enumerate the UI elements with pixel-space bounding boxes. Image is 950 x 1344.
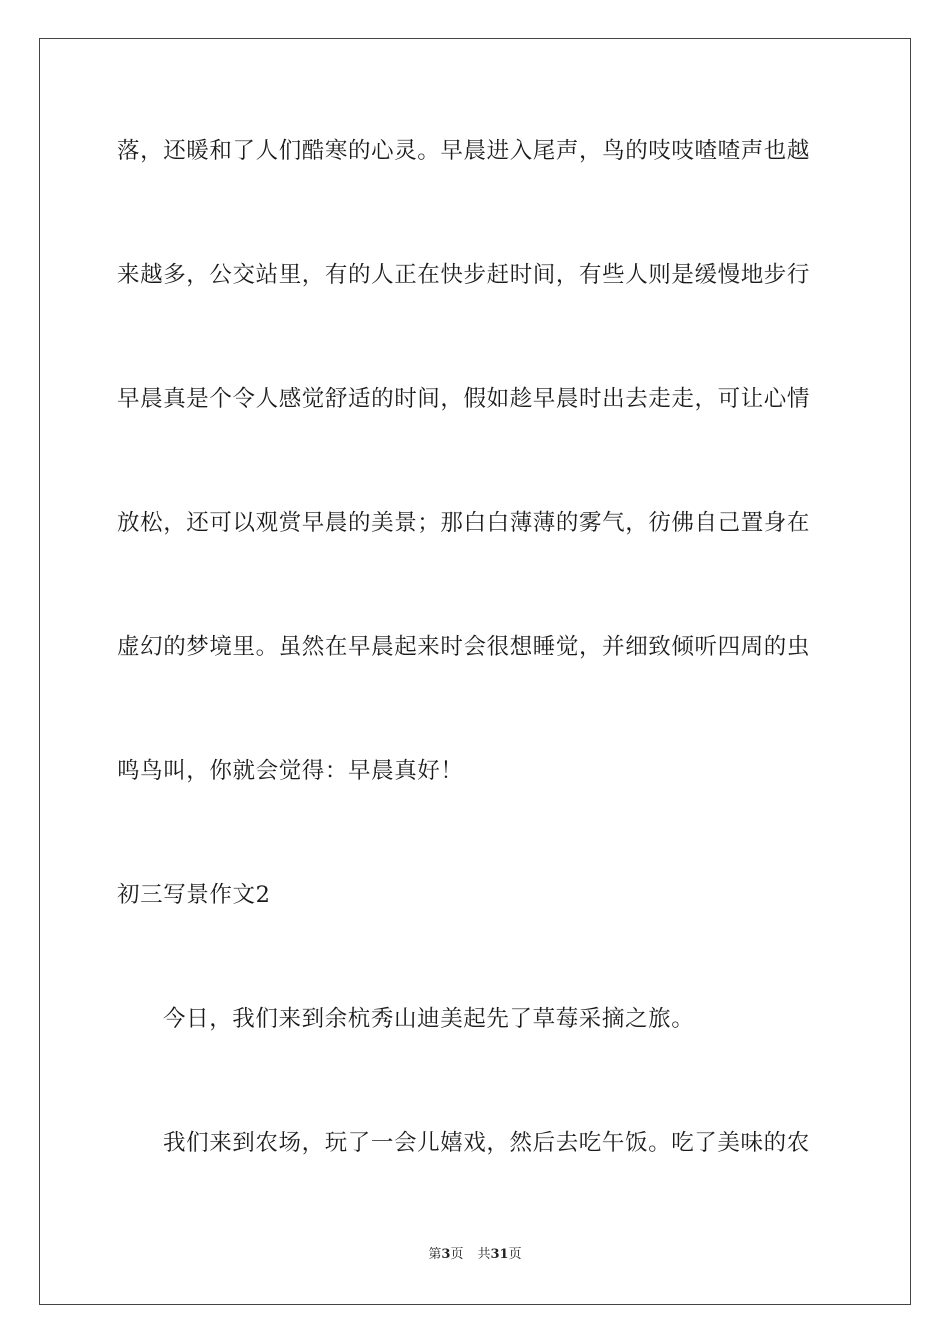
paragraph-line: 我们来到农场，玩了一会儿嬉戏，然后去吃午饭。吃了美味的农 bbox=[163, 1130, 810, 1156]
total-pages: 31 bbox=[490, 1247, 509, 1262]
page-footer bbox=[0, 1246, 950, 1264]
text-line: 落，还暖和了人们酷寒的心灵。早晨进入尾声，鸟的吱吱喳喳声也越 bbox=[117, 138, 811, 164]
text-line: 早晨真是个令人感觉舒适的时间，假如趁早晨时出去走走，可让心情 bbox=[117, 386, 811, 412]
text-line: 来越多，公交站里，有的人正在快步赶时间，有些人则是缓慢地步行 bbox=[117, 262, 811, 288]
paragraph-line: 今日，我们来到余杭秀山迪美起先了草莓采摘之旅。 bbox=[163, 1006, 695, 1032]
page-suffix: 页 bbox=[450, 1247, 464, 1262]
section-heading: 初三写景作文2 bbox=[117, 882, 271, 908]
page-border bbox=[39, 38, 911, 1305]
page-number: 3 bbox=[441, 1247, 451, 1262]
text-line: 鸣鸟叫，你就会觉得：早晨真好！ bbox=[117, 758, 464, 784]
page-prefix: 第 bbox=[428, 1247, 442, 1262]
total-suffix: 页 bbox=[508, 1247, 522, 1262]
total-prefix: 共 bbox=[477, 1247, 491, 1262]
text-line: 虚幻的梦境里。虽然在早晨起来时会很想睡觉，并细致倾听四周的虫 bbox=[117, 634, 811, 660]
text-line: 放松，还可以观赏早晨的美景；那白白薄薄的雾气，彷佛自己置身在 bbox=[117, 510, 811, 536]
